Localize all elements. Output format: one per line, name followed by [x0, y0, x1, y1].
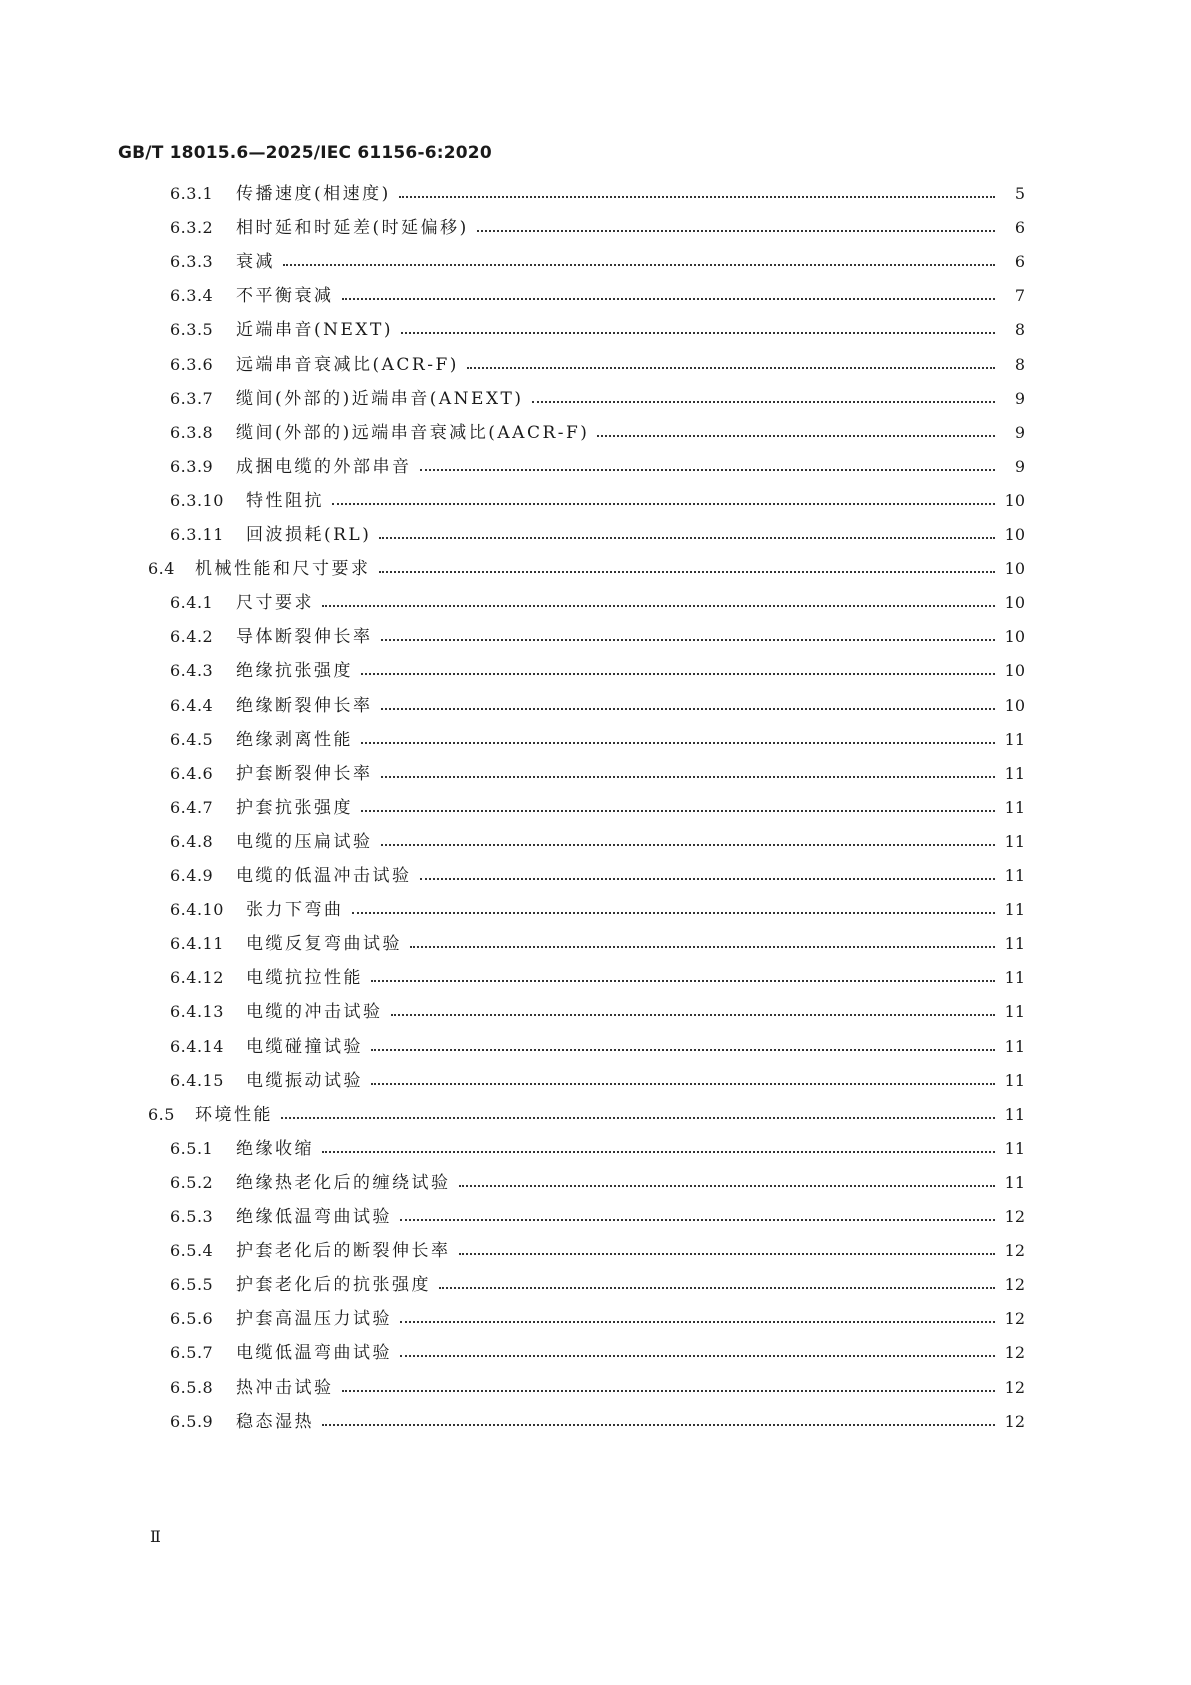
toc-entry-page: 11 — [1004, 798, 1025, 817]
toc-entry[interactable] — [170, 1272, 1025, 1298]
toc-entry-title: 特性阻抗 — [246, 491, 324, 511]
toc-entry-page: 12 — [1004, 1343, 1025, 1362]
toc-dot-leader — [457, 1238, 998, 1264]
toc-entry-page: 11 — [1004, 900, 1025, 919]
toc-dot-leader — [379, 761, 998, 787]
toc-entry-number: 6.3.5 — [170, 320, 214, 339]
toc-dot-leader — [397, 181, 997, 207]
page-number-footer: Ⅱ — [150, 1527, 161, 1546]
standard-code-header: GB/T 18015.6—2025/IEC 61156-6:2020 — [118, 143, 492, 163]
toc-dot-leader — [350, 897, 998, 923]
toc-dot-leader — [281, 249, 997, 275]
toc-entry-page: 7 — [1014, 286, 1025, 305]
toc-entry-title: 传播速度(相速度) — [236, 184, 391, 204]
toc-dot-leader — [377, 556, 998, 582]
toc-entry-number: 6.3.6 — [170, 355, 214, 374]
toc-entry-title: 尺寸要求 — [236, 593, 314, 613]
toc-dot-leader — [359, 658, 997, 684]
toc-dot-leader — [398, 1204, 997, 1230]
toc-entry-page: 11 — [1004, 730, 1025, 749]
toc-entry-title: 电缆振动试验 — [246, 1071, 363, 1091]
toc-entry-number: 6.5.6 — [170, 1309, 214, 1328]
toc-entry-number: 6.3.7 — [170, 389, 214, 408]
toc-entry[interactable] — [170, 624, 1025, 650]
toc-entry-title: 绝缘断裂伸长率 — [236, 696, 373, 716]
toc-entry-title: 衰减 — [236, 252, 275, 272]
toc-entry-title: 电缆低温弯曲试验 — [236, 1343, 392, 1363]
toc-entry-title: 电缆反复弯曲试验 — [246, 934, 402, 954]
toc-entry-title: 电缆的低温冲击试验 — [236, 866, 412, 886]
toc-dot-leader — [457, 1170, 998, 1196]
toc-dot-leader — [320, 590, 997, 616]
toc-entry-number: 6.3.10 — [170, 491, 224, 510]
toc-entry-page: 11 — [1004, 1173, 1025, 1192]
toc-entry[interactable] — [170, 215, 1025, 241]
toc-entry[interactable] — [170, 727, 1025, 753]
toc-entry[interactable] — [170, 829, 1025, 855]
toc-entry-number: 6.3.8 — [170, 423, 214, 442]
toc-entry-title: 机械性能和尺寸要求 — [195, 559, 371, 579]
toc-entry-number: 6.5.8 — [170, 1378, 214, 1397]
toc-dot-leader — [398, 1306, 997, 1332]
toc-dot-leader — [330, 488, 997, 514]
toc-entry-number: 6.4.9 — [170, 866, 214, 885]
toc-entry-title: 护套抗张强度 — [236, 798, 353, 818]
toc-entry[interactable] — [170, 1340, 1025, 1366]
toc-entry[interactable] — [170, 1204, 1025, 1230]
toc-dot-leader — [389, 999, 998, 1025]
toc-entry-number: 6.3.3 — [170, 252, 214, 271]
toc-entry[interactable] — [170, 249, 1025, 275]
toc-entry-page: 10 — [1004, 559, 1025, 578]
toc-entry-page: 12 — [1004, 1241, 1025, 1260]
toc-dot-leader — [279, 1102, 997, 1128]
toc-dot-leader — [437, 1272, 997, 1298]
toc-entry-page: 12 — [1004, 1412, 1025, 1431]
toc-entry[interactable] — [170, 965, 1025, 991]
toc-entry-title: 远端串音衰减比(ACR-F) — [236, 355, 459, 375]
toc-entry-number: 6.4 — [148, 559, 175, 578]
toc-entry-page: 11 — [1004, 1139, 1025, 1158]
toc-entry-number: 6.5.2 — [170, 1173, 214, 1192]
toc-entry-title: 电缆碰撞试验 — [246, 1037, 363, 1057]
toc-entry[interactable] — [170, 522, 1025, 548]
toc-dot-leader — [369, 965, 997, 991]
toc-dot-leader — [369, 1034, 997, 1060]
toc-entry[interactable] — [170, 1170, 1025, 1196]
toc-entry-page: 10 — [1004, 525, 1025, 544]
toc-entry[interactable] — [148, 556, 1025, 582]
toc-entry-number: 6.4.4 — [170, 696, 214, 715]
toc-dot-leader — [369, 1068, 997, 1094]
toc-entry-title: 护套老化后的抗张强度 — [236, 1275, 431, 1295]
toc-dot-leader — [530, 386, 997, 412]
toc-entry-number: 6.3.11 — [170, 525, 224, 544]
toc-entry[interactable] — [170, 420, 1025, 446]
toc-entry-page: 12 — [1004, 1207, 1025, 1226]
toc-entry-page: 9 — [1014, 423, 1025, 442]
toc-entry[interactable] — [170, 1375, 1025, 1401]
toc-entry-title: 热冲击试验 — [236, 1378, 334, 1398]
toc-entry[interactable] — [170, 352, 1025, 378]
toc-entry[interactable] — [170, 999, 1025, 1025]
toc-dot-leader — [418, 454, 998, 480]
toc-entry-page: 6 — [1014, 252, 1025, 271]
toc-entry-number: 6.4.13 — [170, 1002, 224, 1021]
toc-entry-title: 导体断裂伸长率 — [236, 627, 373, 647]
toc-entry-number: 6.4.2 — [170, 627, 214, 646]
toc-entry[interactable] — [170, 590, 1025, 616]
toc-entry-page: 9 — [1014, 389, 1025, 408]
toc-entry-title: 缆间(外部的)近端串音(ANEXT) — [236, 389, 524, 409]
toc-entry[interactable] — [170, 863, 1025, 889]
toc-entry-title: 绝缘抗张强度 — [236, 661, 353, 681]
toc-entry-page: 11 — [1004, 866, 1025, 885]
toc-entry[interactable] — [170, 488, 1025, 514]
toc-entry-number: 6.4.6 — [170, 764, 214, 783]
toc-dot-leader — [379, 693, 998, 719]
toc-entry-title: 电缆抗拉性能 — [246, 968, 363, 988]
toc-entry-title: 绝缘收缩 — [236, 1139, 314, 1159]
toc-entry[interactable] — [170, 1034, 1025, 1060]
toc-entry-number: 6.4.3 — [170, 661, 214, 680]
toc-entry-title: 绝缘剥离性能 — [236, 730, 353, 750]
toc-entry-number: 6.4.11 — [170, 934, 224, 953]
toc-entry[interactable] — [170, 1068, 1025, 1094]
toc-entry[interactable] — [170, 283, 1025, 309]
toc-entry[interactable] — [170, 761, 1025, 787]
toc-entry-number: 6.4.7 — [170, 798, 214, 817]
toc-entry-page: 12 — [1004, 1309, 1025, 1328]
toc-entry-number: 6.4.15 — [170, 1071, 224, 1090]
toc-entry[interactable] — [170, 931, 1025, 957]
toc-entry-number: 6.4.8 — [170, 832, 214, 851]
toc-dot-leader — [379, 829, 998, 855]
toc-entry-title: 电缆的压扁试验 — [236, 832, 373, 852]
toc-entry[interactable] — [170, 1409, 1025, 1435]
toc-dot-leader — [399, 317, 997, 343]
toc-entry-page: 10 — [1004, 661, 1025, 680]
toc-entry-number: 6.3.4 — [170, 286, 214, 305]
toc-entry-title: 护套断裂伸长率 — [236, 764, 373, 784]
toc-entry[interactable] — [170, 386, 1025, 412]
toc-entry[interactable] — [170, 897, 1025, 923]
toc-dot-leader — [408, 931, 997, 957]
toc-entry-number: 6.4.10 — [170, 900, 224, 919]
toc-entry-page: 9 — [1014, 457, 1025, 476]
toc-entry-page: 11 — [1004, 968, 1025, 987]
toc-entry-page: 10 — [1004, 593, 1025, 612]
toc-entry-number: 6.3.2 — [170, 218, 214, 237]
toc-entry[interactable] — [170, 1238, 1025, 1264]
toc-entry[interactable] — [170, 1136, 1025, 1162]
toc-entry-page: 11 — [1004, 1002, 1025, 1021]
toc-dot-leader — [359, 795, 997, 821]
toc-entry[interactable] — [170, 454, 1025, 480]
toc-entry[interactable] — [148, 1102, 1025, 1128]
toc-entry-page: 6 — [1014, 218, 1025, 237]
toc-dot-leader — [398, 1340, 997, 1366]
toc-entry-number: 6.4.12 — [170, 968, 224, 987]
toc-entry-number: 6.5 — [148, 1105, 175, 1124]
toc-entry[interactable] — [170, 1306, 1025, 1332]
toc-entry-page: 5 — [1014, 184, 1025, 203]
toc-entry-title: 电缆的冲击试验 — [246, 1002, 383, 1022]
toc-dot-leader — [465, 352, 997, 378]
toc-entry-number: 6.5.4 — [170, 1241, 214, 1260]
toc-entry-title: 护套高温压力试验 — [236, 1309, 392, 1329]
toc-entry-number: 6.4.5 — [170, 730, 214, 749]
toc-dot-leader — [377, 522, 997, 548]
toc-entry[interactable] — [170, 693, 1025, 719]
toc-dot-leader — [595, 420, 997, 446]
toc-entry-page: 10 — [1004, 627, 1025, 646]
toc-entry-title: 相时延和时延差(时延偏移) — [236, 218, 469, 238]
toc-entry-title: 稳态湿热 — [236, 1412, 314, 1432]
toc-entry-title: 回波损耗(RL) — [246, 525, 372, 545]
toc-entry-number: 6.3.1 — [170, 184, 214, 203]
toc-entry-title: 成捆电缆的外部串音 — [236, 457, 412, 477]
toc-entry-page: 12 — [1004, 1378, 1025, 1397]
toc-entry-title: 绝缘低温弯曲试验 — [236, 1207, 392, 1227]
toc-dot-leader — [340, 283, 998, 309]
toc-dot-leader — [340, 1375, 998, 1401]
toc-dot-leader — [359, 727, 997, 753]
toc-entry-page: 8 — [1014, 320, 1025, 339]
toc-entry-page: 10 — [1004, 696, 1025, 715]
toc-dot-leader — [379, 624, 998, 650]
toc-entry-page: 11 — [1004, 832, 1025, 851]
toc-entry-page: 11 — [1004, 764, 1025, 783]
toc-dot-leader — [475, 215, 997, 241]
toc-entry-page: 10 — [1004, 491, 1025, 510]
toc-entry[interactable] — [170, 317, 1025, 343]
toc-dot-leader — [320, 1409, 997, 1435]
toc-entry[interactable] — [170, 181, 1025, 207]
toc-entry-number: 6.5.9 — [170, 1412, 214, 1431]
toc-entry-number: 6.5.1 — [170, 1139, 214, 1158]
toc-entry-page: 11 — [1004, 1071, 1025, 1090]
toc-entry-title: 近端串音(NEXT) — [236, 320, 393, 340]
toc-entry-page: 11 — [1004, 1037, 1025, 1056]
toc-entry-number: 6.5.3 — [170, 1207, 214, 1226]
toc-entry-number: 6.5.5 — [170, 1275, 214, 1294]
toc-entry-page: 8 — [1014, 355, 1025, 374]
toc-entry-title: 张力下弯曲 — [246, 900, 344, 920]
toc-entry-page: 11 — [1004, 934, 1025, 953]
toc-entry-title: 环境性能 — [195, 1105, 273, 1125]
toc-entry-number: 6.4.1 — [170, 593, 214, 612]
toc-entry-title: 护套老化后的断裂伸长率 — [236, 1241, 451, 1261]
toc-entry-number: 6.4.14 — [170, 1037, 224, 1056]
toc-entry-title: 绝缘热老化后的缠绕试验 — [236, 1173, 451, 1193]
toc-entry-page: 12 — [1004, 1275, 1025, 1294]
toc-entry-number: 6.3.9 — [170, 457, 214, 476]
toc-entry[interactable] — [170, 658, 1025, 684]
toc-entry-page: 11 — [1004, 1105, 1025, 1124]
toc-entry-number: 6.5.7 — [170, 1343, 214, 1362]
toc-entry[interactable] — [170, 795, 1025, 821]
toc-entry-title: 不平衡衰减 — [236, 286, 334, 306]
toc-dot-leader — [320, 1136, 997, 1162]
toc-entry-title: 缆间(外部的)远端串音衰减比(AACR-F) — [236, 423, 590, 443]
toc-dot-leader — [418, 863, 998, 889]
